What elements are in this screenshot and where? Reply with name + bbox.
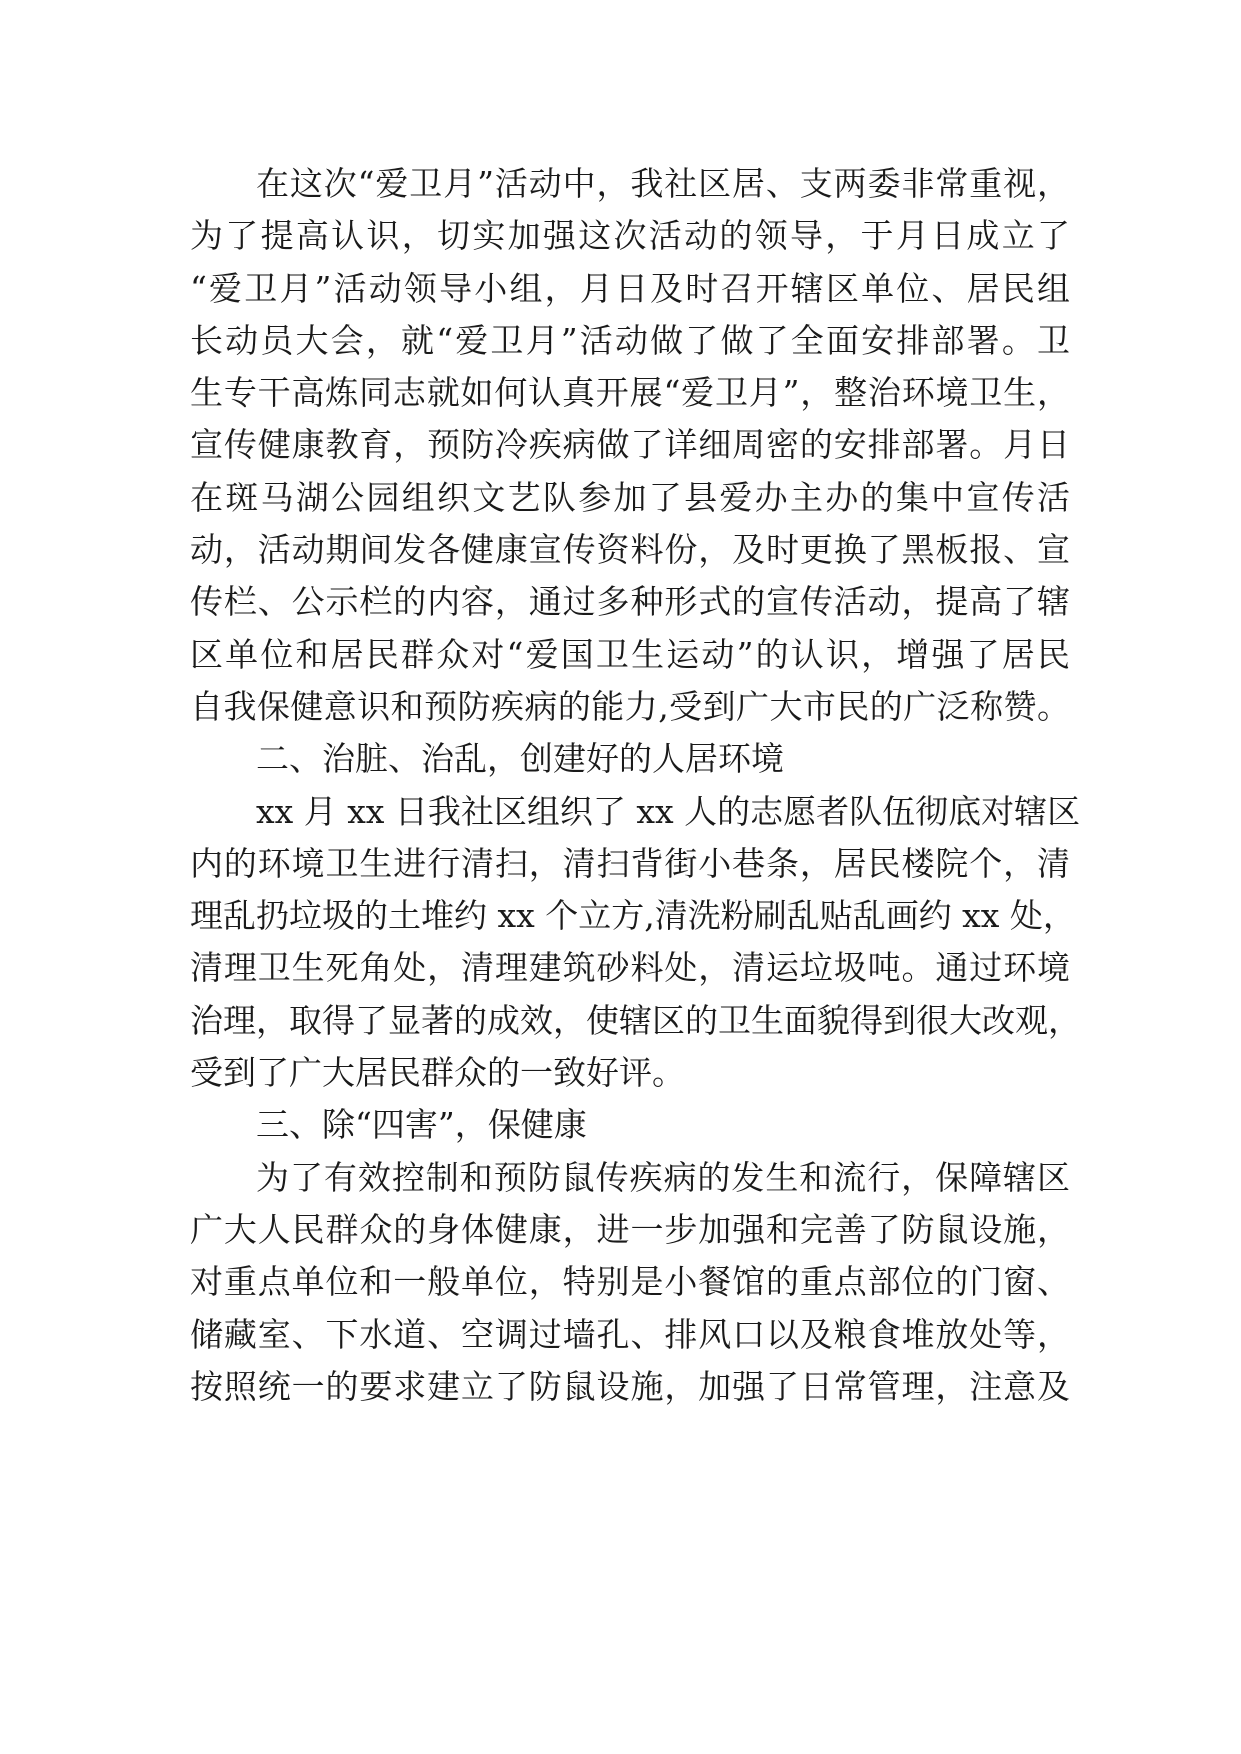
text-line: xx 月 xx 日我社区组织了 xx 人的志愿者队伍彻底对辖区 [256, 791, 1081, 831]
text-line: 治理，取得了显著的成效，使辖区的卫生面貌得到很大改观， [190, 1000, 1081, 1040]
text-line: 在这次“爱卫月”活动中，我社区居、支两委非常重视， [256, 164, 1070, 203]
paragraph-rodent-prevention [190, 1152, 1070, 1413]
section-heading-clean-environment [190, 733, 1070, 785]
text-line: 广大人民群众的身体健康，进一步加强和完善了防鼠设施， [190, 1209, 1070, 1249]
text-line: 对重点单位和一般单位，特别是小餐馆的重点部位的门窗、 [190, 1262, 1070, 1302]
text-line: 动，活动期间发各健康宣传资料份，及时更换了黑板报、宣 [190, 530, 1070, 570]
text-line: 为了提高认识，切实加强这次活动的领导，于月日成立了 [190, 216, 1070, 256]
text-line: 在斑马湖公园组织文艺队参加了县爱办主办的集中宣传活 [190, 477, 1070, 517]
text-line: 内的环境卫生进行清扫，清扫背街小巷条，居民楼院个，清 [190, 843, 1070, 883]
text-line: 按照统一的要求建立了防鼠设施，加强了日常管理，注意及 [190, 1366, 1070, 1406]
text-line: 清理卫生死角处，清理建筑砂料处，清运垃圾吨。通过环境 [190, 948, 1070, 988]
paragraph-love-health-month [190, 158, 1070, 733]
text-line: 宣传健康教育，预防冷疾病做了详细周密的安排部署。月日 [190, 425, 1070, 465]
text-line: 长动员大会，就“爱卫月”活动做了做了全面安排部署。卫 [190, 320, 1070, 360]
text-line: 生专干高炼同志就如何认真开展“爱卫月”，整治环境卫生， [190, 373, 1070, 413]
section-heading: 二、治脏、治乱，创建好的人居环境 [256, 739, 784, 779]
text-line: 区单位和居民群众对“爱国卫生运动”的认识，增强了居民 [190, 634, 1070, 674]
text-line: 理乱扔垃圾的土堆约 xx 个立方,清洗粉刷乱贴乱画约 xx 处， [190, 896, 1076, 936]
section-heading-four-pests [190, 1099, 1070, 1151]
document-body [190, 158, 1081, 1413]
text-line: 自我保健意识和预防疾病的能力,受到广大市民的广泛称赞。 [190, 686, 1070, 726]
paragraph-volunteer-cleanup [190, 786, 1081, 1100]
text-line: 受到了广大居民群众的一致好评。 [190, 1053, 685, 1093]
text-line: 传栏、公示栏的内容，通过多种形式的宣传活动，提高了辖 [190, 582, 1070, 622]
section-heading: 三、除“四害”，保健康 [256, 1105, 587, 1145]
text-line: “爱卫月”活动领导小组，月日及时召开辖区单位、居民组 [190, 268, 1070, 308]
text-line: 储藏室、下水道、空调过墙孔、排风口以及粮食堆放处等， [190, 1314, 1070, 1354]
text-line: 为了有效控制和预防鼠传疾病的发生和流行，保障辖区 [256, 1157, 1070, 1197]
